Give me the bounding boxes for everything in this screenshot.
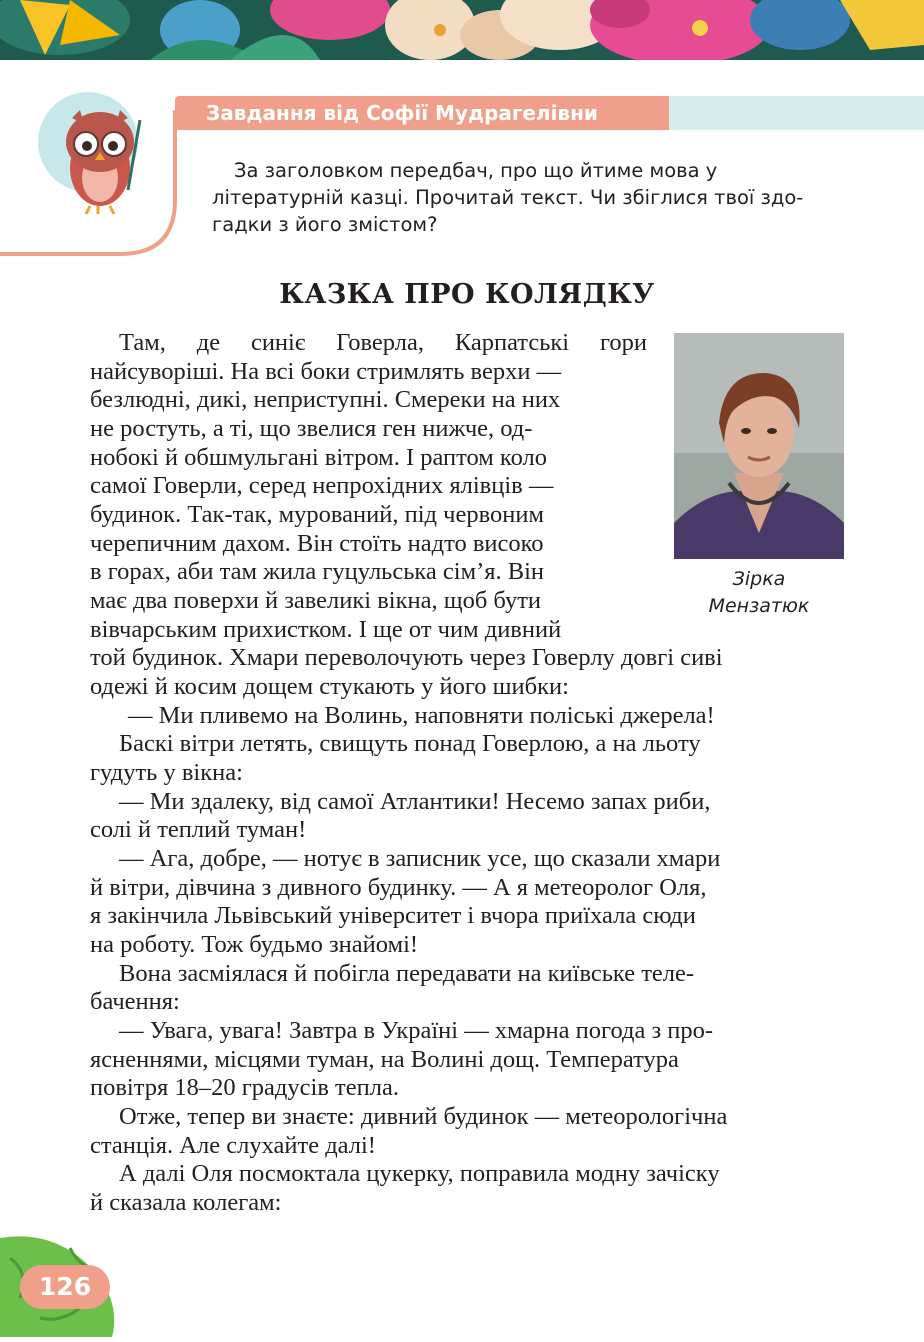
story-line: А далі Оля посмоктала цукерку, поправила модну зачіску <box>119 1160 720 1187</box>
author-caption <box>674 566 844 620</box>
story-line: на роботу. Тож будьмо знайомі! <box>90 931 419 958</box>
story-line: — Увага, увага! Завтра в Україні — хмарна погода з про- <box>119 1017 714 1044</box>
flower-banner <box>0 0 924 60</box>
story-line: самої Говерли, серед непрохідних ялівців — <box>90 472 554 499</box>
story-line: — Ми пливемо на Волинь, наповняти поліські джерела! <box>128 702 715 729</box>
task-line: гадки з його змістом? <box>212 213 438 236</box>
story-line: я закінчила Львівський університет і вчора приїхала сюди <box>90 902 696 929</box>
author-photo <box>674 333 844 559</box>
story-line: не ростуть, а ті, що звелися ген нижче, од- <box>90 415 533 442</box>
task-line: За заголовком передбач, про що йтиме мова у <box>234 159 718 182</box>
owl-mascot-icon <box>0 80 180 258</box>
story-line: Баскі вітри летять, свищуть понад Говерлою, а на льоту <box>119 730 701 757</box>
author-first-name: Зірка <box>732 568 786 590</box>
story-line: — Ага, добре, — нотує в записник усе, що сказали хмари <box>119 845 721 872</box>
story-line: одежі й косим дощем стукають у його шибки: <box>90 673 569 700</box>
story-line: солі й теплий туман! <box>90 816 307 843</box>
story-line: повітря 18–20 градусів тепла. <box>90 1074 399 1101</box>
story-line: нобокі й обшмульгані вітром. І раптом коло <box>90 444 547 471</box>
author-last-name: Мензатюк <box>708 595 810 617</box>
task-line: літературній казці. Прочитай текст. Чи збіглися твої здо- <box>212 186 804 209</box>
story-line: станція. Але слухайте далі! <box>90 1132 376 1159</box>
story-line: безлюдні, дикі, неприступні. Смереки на них <box>90 386 561 413</box>
story-title: КАЗКА ПРО КОЛЯДКУ <box>279 279 655 310</box>
story-line: бачення: <box>90 988 180 1015</box>
story-line: найсуворіші. На всі боки стримлять верхи — <box>90 358 562 385</box>
page-number: 126 <box>20 1265 110 1309</box>
story-line: й сказала колегам: <box>90 1189 282 1216</box>
story-line: Отже, тепер ви знаєте: дивний будинок — метеорологічна <box>119 1103 728 1130</box>
story-line: вівчарським прихистком. І ще от чим дивний <box>90 616 562 643</box>
story-line: черепичним дахом. Він стоїть надто високо <box>90 530 544 557</box>
story-line: має два поверхи й завеликі вікна, щоб бути <box>90 587 542 614</box>
task-title: Завдання від Софії Мудрагелівни <box>206 101 598 125</box>
task-header-band <box>669 96 924 130</box>
story-line: ясненнями, місцями туман, на Волині дощ. Температура <box>90 1046 679 1073</box>
story-line: гудуть у вікна: <box>90 759 243 786</box>
story-line: Там, де синіє Говерла, Карпатські гори <box>119 329 647 356</box>
story-line: Вона засміялася й побігла передавати на київське теле- <box>119 960 695 987</box>
story-line: — Ми здалеку, від самої Атлантики! Несемо запах риби, <box>119 788 711 815</box>
story-line: в горах, аби там жила гуцульська сім’я. Він <box>90 558 545 585</box>
story-line: той будинок. Хмари переволочують через Говерлу довгі сиві <box>90 644 723 671</box>
story-line: будинок. Так-так, мурований, під червоним <box>90 501 544 528</box>
story-line: й вітри, дівчина з дивного будинку. — А я метеоролог Оля, <box>90 874 707 901</box>
task-instructions <box>212 157 846 238</box>
